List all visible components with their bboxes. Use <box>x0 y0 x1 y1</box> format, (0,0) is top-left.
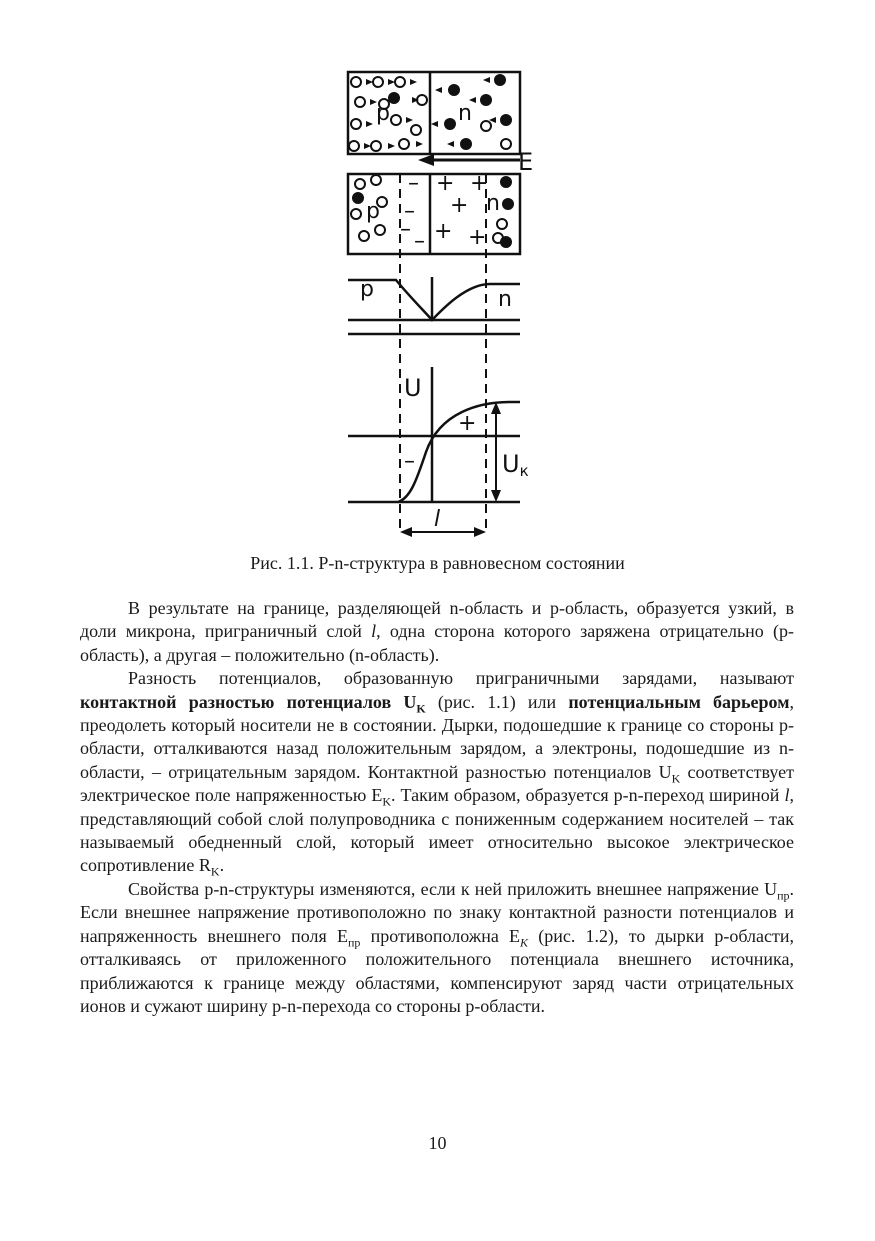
page-number: 10 <box>428 1133 447 1153</box>
term-contact-potential: контактной разностью потенциалов $U_K$ <box>80 691 426 716</box>
uk-arrow <box>491 402 501 502</box>
label-Uk: Uк <box>502 450 529 480</box>
plus-ion: + <box>436 171 455 196</box>
potential-plus: + <box>458 411 477 436</box>
label-p-mid: p <box>366 199 380 224</box>
minus-ion: – <box>400 217 411 242</box>
label-n-band: n <box>498 287 512 312</box>
field-arrow <box>418 154 520 166</box>
label-l: l <box>434 507 441 532</box>
label-p-top: p <box>376 101 390 126</box>
paragraph: Разность потенциалов, образованную приграничными зарядами, называют контактной разностью потенциалов $U_K$ (рис. 1.1) или потенциальным барьером, преодолеть который носители не в состоянии. Дырки, подошедшие к границе со стороны p-области, отталкиваются назад положительным зарядом, а электроны, подошедшие из n-области, – отрицательным зарядом. Контактной разностью потенциалов $U_K$ соответствует электрическое поле напряженностью $E_K$. Таким образом, образуется p-n-переход шириной l, представляющий собой слой полупроводника с пониженным содержанием носителей – так называемый обедненный слой, который имеет относительно высокое электрическое сопротивление $R_K$. <box>80 668 794 880</box>
figure-caption: Рис. 1.1. P-n-структура в равновесном состоянии <box>250 553 625 573</box>
label-p-band: p <box>360 277 374 302</box>
plus-ion: + <box>434 219 453 244</box>
label-E: E <box>518 148 534 176</box>
plus-ion: + <box>450 193 469 218</box>
plus-ion: + <box>470 171 489 196</box>
potential-minus: – <box>404 449 415 474</box>
paragraph: Свойства p-n-структуры изменяются, если к ней приложить внешнее напряжение $U_{пр}$. Если внешнее напряжение противоположно по знаку контактной разности потенциалов и напряженность внешнего поля $E_{пр}$ противоположна $E_K$ (рис. 1.2), то дырки p-области, отталкиваясь от приложенного положительного потенциала внешнего источника, приближаются к границе между областями, компенсируют заряд части отрицательных ионов и сужают ширину p-n-перехода со стороны p-области. <box>80 878 794 1016</box>
body-text <box>80 597 794 1018</box>
minus-ion: – <box>404 199 415 224</box>
paragraph: В результате на границе, разделяющей n-область и p-область, образуется узкий, в доли микрона, приграничный слой l, одна сторона которого заряжена отрицательно (p-область), а другая – положительно (n-область). <box>80 598 794 665</box>
width-dimension <box>400 527 486 537</box>
potential-diagram <box>348 367 520 502</box>
label-n-mid: n <box>486 191 500 216</box>
label-U: U <box>404 374 422 402</box>
ion-charges <box>400 171 488 254</box>
pn-structure-figure <box>330 62 550 542</box>
term-potential-barrier: потенциальным барьером <box>568 691 790 712</box>
plus-ion: + <box>468 225 487 250</box>
minus-ion: – <box>414 229 425 254</box>
label-n-top: n <box>458 101 472 126</box>
minus-ion: – <box>408 171 419 196</box>
